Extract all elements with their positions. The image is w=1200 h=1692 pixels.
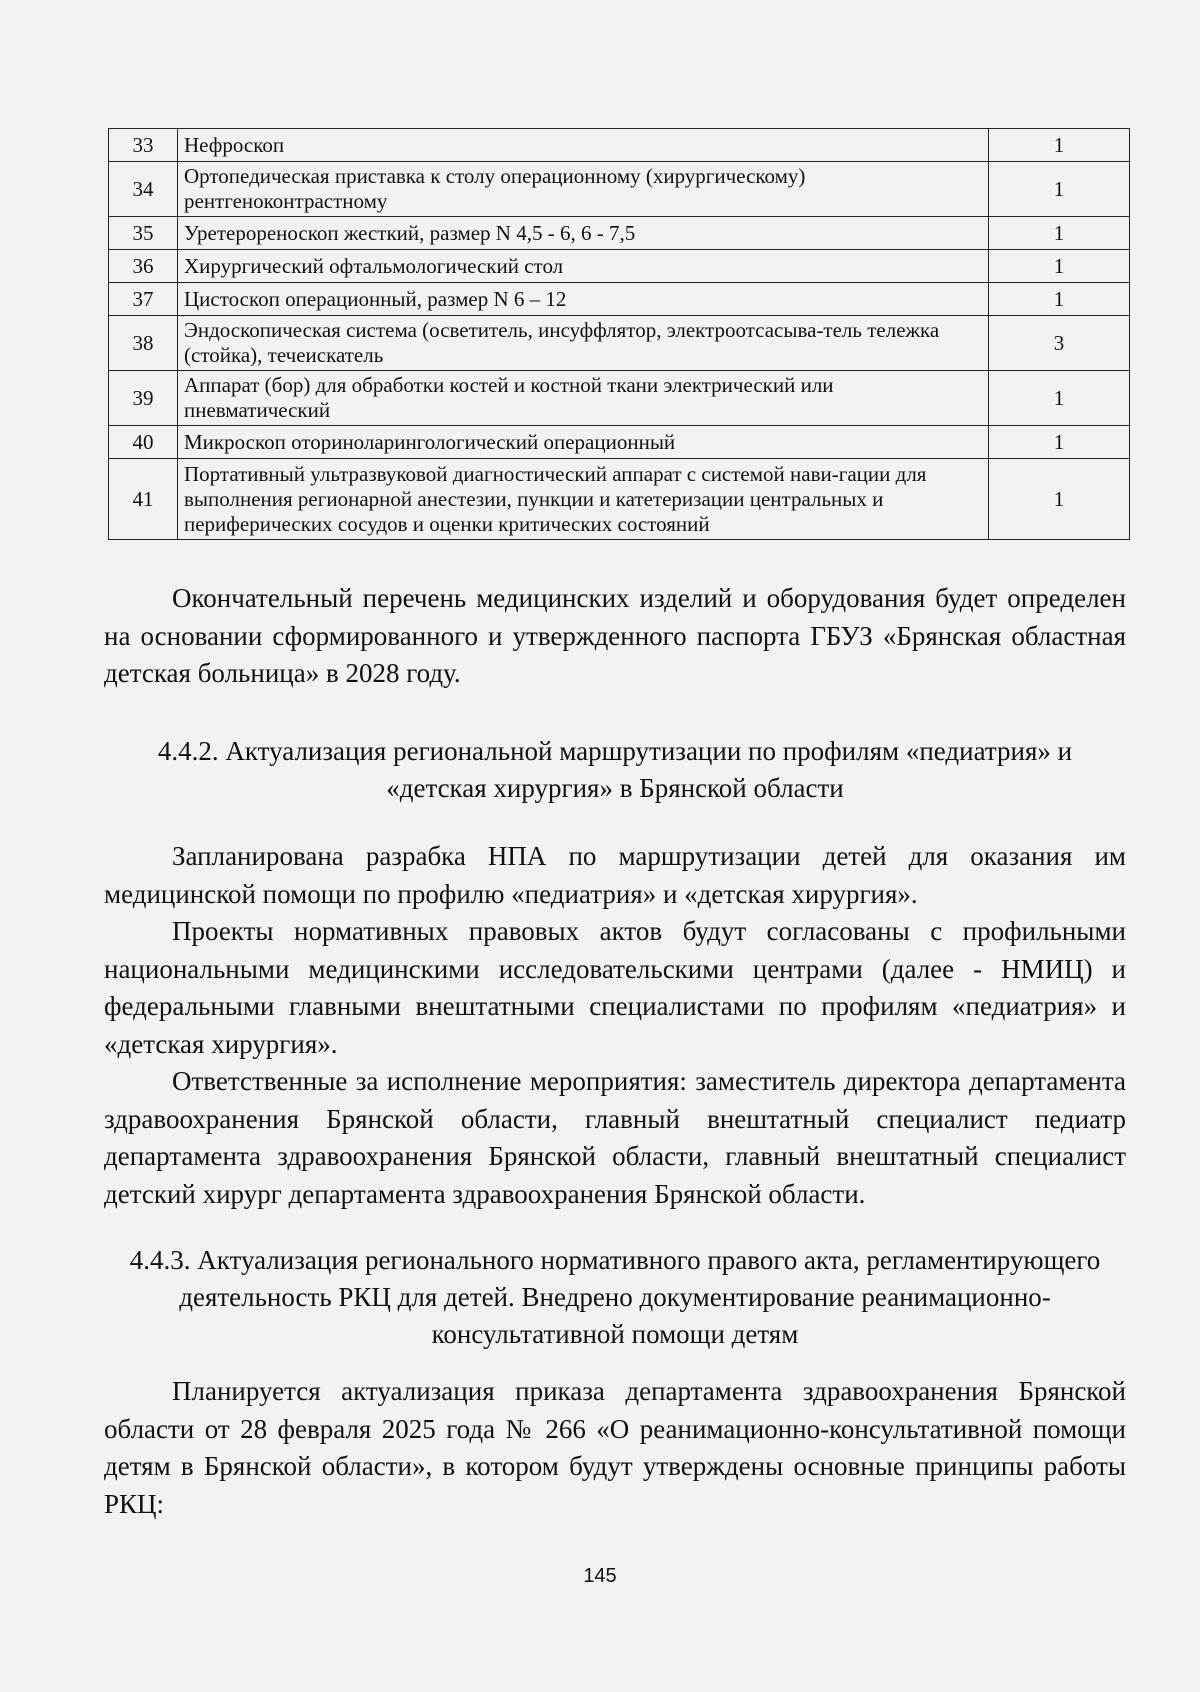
- row-number: 33: [109, 129, 178, 162]
- row-number: 37: [109, 283, 178, 316]
- section-heading-4-4-3: [104, 1242, 1126, 1353]
- equipment-quantity: 1: [989, 426, 1130, 459]
- equipment-name: Эндоскопическая система (осветитель, инсуффлятор, электроотсасыва-тель тележка (стойка), течеискатель: [178, 316, 989, 371]
- table-row: [109, 283, 1130, 316]
- table-row: [109, 129, 1130, 162]
- final-list-paragraph: Окончательный перечень медицинских изделий и оборудования будет определен на основании сформированного и утвержденного паспорта ГБУЗ «Брянская областная детская больница» в 2028 году.: [104, 583, 1126, 688]
- equipment-quantity: 1: [989, 371, 1130, 426]
- heading-line: 4.4.2. Актуализация региональной маршрутизации по профилям «педиатрия» и: [157, 736, 1073, 766]
- heading-line: «детская хирургия» в Брянской области: [386, 773, 844, 803]
- section-heading-4-4-2: [104, 733, 1126, 807]
- section-4-4-2-paragraph-2: Проекты нормативных правовых актов будут согласованы с профильными национальными медицинскими исследовательскими центрами (далее - НМИЦ) и федеральными главными внештатными специалистами по профилям «педиатрия» и «детская хирургия».: [104, 916, 1126, 1059]
- equipment-name: Уретерореноскоп жесткий, размер N 4,5 - 6, 6 - 7,5: [178, 217, 989, 250]
- section-4-4-3-paragraph-1: Планируется актуализация приказа департамента здравоохранения Брянской области от 28 февраля 2025 года № 266 «О реанимационно-консультативной помощи детям в Брянской области», в котором будут утверждены основные принципы работы РКЦ:: [104, 1376, 1126, 1519]
- equipment-quantity: 1: [989, 250, 1130, 283]
- row-number: 40: [109, 426, 178, 459]
- section-4-4-2-paragraph-1: Запланирована разрабка НПА по маршрутизации детей для оказания им медицинской помощи по профилю «педиатрия» и «детская хирургия».: [104, 841, 1126, 909]
- section-4-4-2-paragraph-3: Ответственные за исполнение мероприятия: заместитель директора департамента здравоохранения Брянской области, главный внештатный специалист педиатр департамента здравоохранения Брянской области, главный внештатный специалист детский хирург департамента здравоохранения Брянской области.: [104, 1066, 1126, 1209]
- equipment-name: Ортопедическая приставка к столу операционному (хирургическому) рентгеноконтрастному: [178, 162, 989, 217]
- equipment-name: Цистоскоп операционный, размер N 6 – 12: [178, 283, 989, 316]
- row-number: 41: [109, 459, 178, 540]
- page-number: 145: [583, 1565, 617, 1587]
- heading-line: деятельность РКЦ для детей. Внедрено документирование реанимационно-: [179, 1282, 1051, 1312]
- table-row: [109, 371, 1130, 426]
- equipment-quantity: 1: [989, 217, 1130, 250]
- table-row: [109, 426, 1130, 459]
- table-row: [109, 162, 1130, 217]
- row-number: 38: [109, 316, 178, 371]
- table-row: [109, 316, 1130, 371]
- heading-line: консультативной помощи детям: [431, 1319, 799, 1349]
- equipment-table: [108, 128, 1130, 540]
- equipment-name: Портативный ультразвуковой диагностический аппарат с системой нави-гации для выполнения регионарной анестезии, пункции и катетеризации центральных и периферических сосудов и оценки критических состояний: [178, 459, 989, 540]
- equipment-quantity: 1: [989, 129, 1130, 162]
- row-number: 35: [109, 217, 178, 250]
- row-number: 36: [109, 250, 178, 283]
- table-row: [109, 217, 1130, 250]
- equipment-name: Микроскоп оториноларингологический операционный: [178, 426, 989, 459]
- row-number: 39: [109, 371, 178, 426]
- equipment-name: Хирургический офтальмологический стол: [178, 250, 989, 283]
- table-row: [109, 459, 1130, 540]
- equipment-name: Нефроскоп: [178, 129, 989, 162]
- equipment-quantity: 3: [989, 316, 1130, 371]
- equipment-quantity: 1: [989, 283, 1130, 316]
- equipment-name: Аппарат (бор) для обработки костей и костной ткани электрический или пневматический: [178, 371, 989, 426]
- row-number: 34: [109, 162, 178, 217]
- table-row: [109, 250, 1130, 283]
- equipment-quantity: 1: [989, 459, 1130, 540]
- heading-line: 4.4.3. Актуализация регионального нормативного правого акта, регламентирующего: [129, 1245, 1101, 1275]
- equipment-quantity: 1: [989, 162, 1130, 217]
